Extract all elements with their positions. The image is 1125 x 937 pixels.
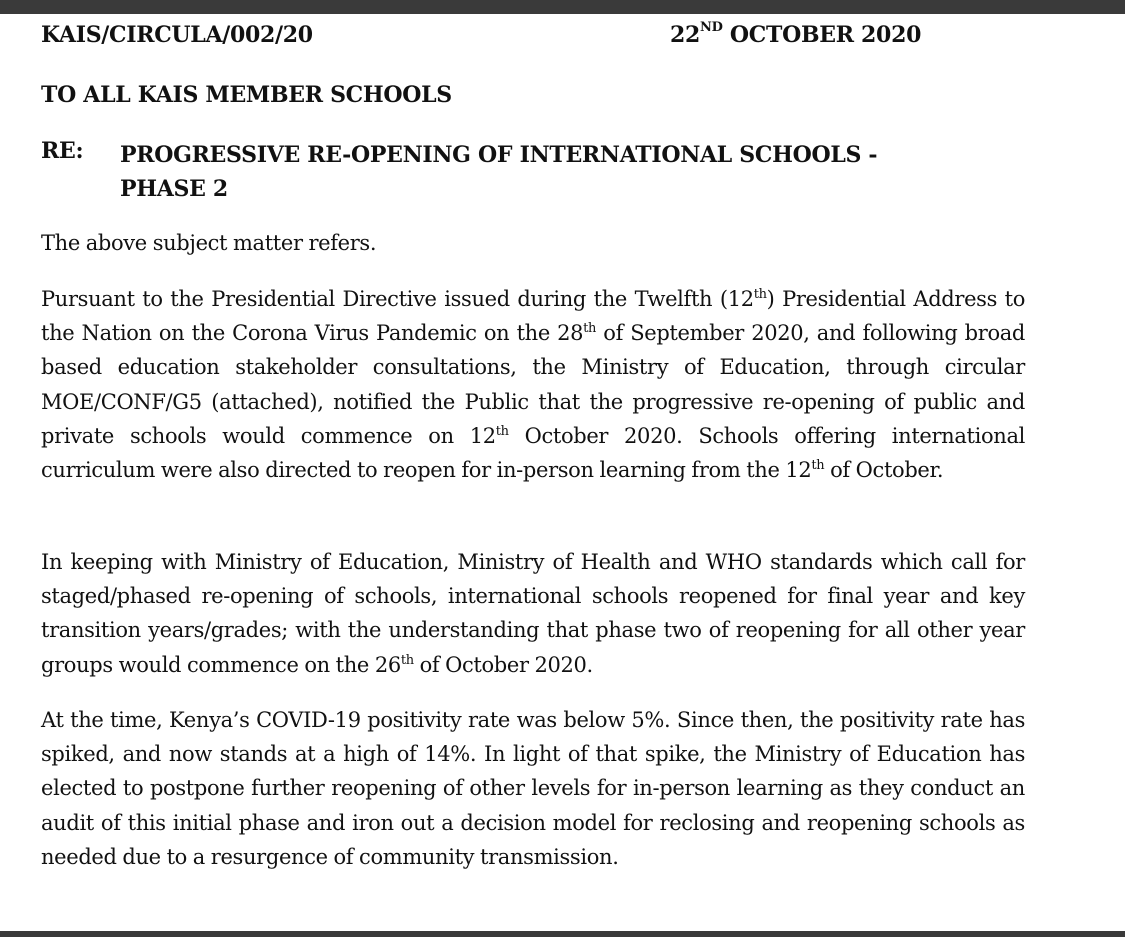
circular-reference: KAIS/CIRCULA/002/20: [41, 22, 313, 48]
date-month-year: OCTOBER 2020: [722, 22, 922, 48]
paragraph-text: In keeping with Ministry of Education, Ministry of Health and WHO standards which call for staged/phased re-opening of schools, international schools reopened for final year and key transition years/grades; with the understanding that phase two of reopening for all other year groups would commence on the 26: [41, 550, 1025, 677]
date-day: 22: [670, 22, 701, 48]
paragraph-directive: [41, 282, 1025, 487]
viewer-top-bar: [0, 0, 1125, 14]
paragraph-text: Pursuant to the Presidential Directive issued during the Twelfth (12: [41, 287, 754, 311]
addressee: TO ALL KAIS MEMBER SCHOOLS: [41, 82, 452, 108]
subject-label: RE:: [41, 138, 84, 164]
paragraph-text: of September 2020, and following broad based education stakeholder consultations, the Ministry of Education, through circular MOE/CONF/G5 (attached), notified the Public that the progressive re-opening of public and private schools would commence on 12: [41, 321, 1025, 448]
ordinal-suffix: th: [495, 423, 509, 439]
ordinal-suffix: th: [400, 652, 414, 668]
paragraph-intro: The above subject matter refers.: [41, 231, 377, 255]
date-day-suffix: ND: [700, 20, 723, 35]
ordinal-suffix: th: [583, 321, 597, 337]
paragraph-positivity: At the time, Kenya’s COVID-19 positivity rate was below 5%. Since then, the positivity rate has spiked, and now stands at a high of 14%. In light of that spike, the Ministry of Education has elected to postpone further reopening of other levels for in-person learning as they conduct an audit of this initial phase and iron out a decision model for reclosing and reopening schools as needed due to a resurgence of community transmission.: [41, 708, 1025, 869]
viewer-bottom-bar: [0, 931, 1125, 937]
paragraph-text: of October.: [824, 458, 944, 483]
subject-line-1: PROGRESSIVE RE-OPENING OF INTERNATIONAL SCHOOLS -: [120, 142, 878, 168]
circular-date: [670, 22, 921, 48]
subject-title: [120, 138, 1020, 206]
subject-line-2: PHASE 2: [120, 176, 228, 202]
paragraph-text: ) Presidential Address to the Nation on the Corona Virus Pandemic on the 28: [41, 287, 1025, 346]
ordinal-suffix: th: [753, 287, 767, 302]
ordinal-suffix: th: [811, 458, 825, 474]
paragraph-text: of October 2020.: [413, 652, 593, 677]
paragraph-phasing: [41, 545, 1025, 682]
document-page: [0, 14, 1125, 931]
paragraph-text: October 2020. Schools offering international curriculum were also directed to reopen for in-person learning from the 12: [41, 423, 1025, 483]
